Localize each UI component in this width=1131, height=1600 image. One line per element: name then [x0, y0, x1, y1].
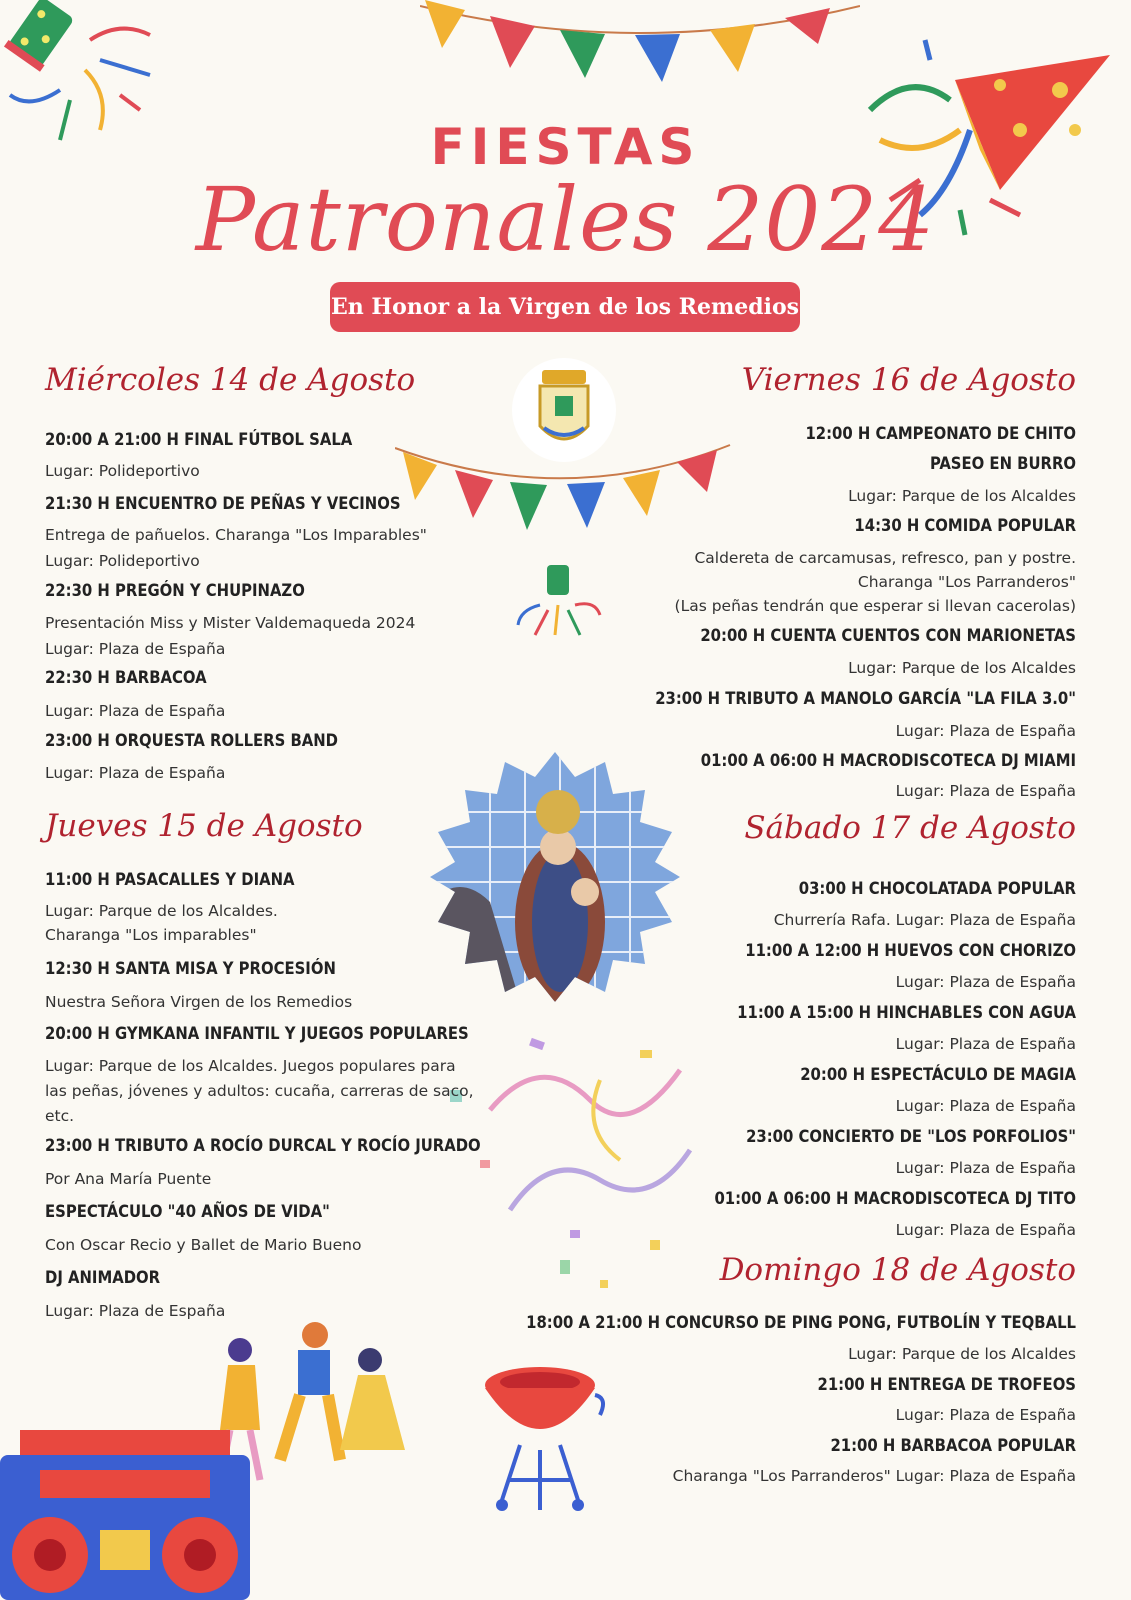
event-title: 01:00 A 06:00 H MACRODISCOTECA DJ MIAMI: [700, 751, 1076, 770]
event-location: Lugar: Parque de los Alcaldes: [848, 1345, 1076, 1363]
day-title-saturday: Sábado 17 de Agosto: [744, 810, 1076, 846]
event-title: 20:00 H GYMKANA INFANTIL Y JUEGOS POPULARES: [45, 1024, 469, 1043]
event-title: 21:30 H ENCUENTRO DE PEÑAS Y VECINOS: [45, 494, 401, 513]
event-title: 20:00 H CUENTA CUENTOS CON MARIONETAS: [700, 626, 1076, 645]
event-detail: las peñas, jóvenes y adultos: cucaña, carreras de saco,: [45, 1082, 474, 1100]
event-title: 21:00 H ENTREGA DE TROFEOS: [817, 1375, 1076, 1394]
event-detail: Con Oscar Recio y Ballet de Mario Bueno: [45, 1236, 362, 1254]
subtitle-badge: En Honor a la Virgen de los Remedios: [330, 282, 800, 332]
event-title: 21:00 H BARBACOA POPULAR: [830, 1436, 1076, 1455]
event-title: 12:30 H SANTA MISA Y PROCESIÓN: [45, 959, 336, 978]
event-location: Lugar: Polideportivo: [45, 462, 200, 480]
header-fiestas: FIESTAS: [430, 118, 701, 176]
event-title: 14:30 H COMIDA POPULAR: [854, 516, 1076, 535]
event-location: Lugar: Plaza de España: [45, 702, 226, 720]
event-detail: Lugar: Parque de los Alcaldes. Juegos populares para: [45, 1057, 456, 1075]
event-detail: Caldereta de carcamusas, refresco, pan y postre.: [694, 549, 1076, 567]
event-detail: etc.: [45, 1107, 75, 1125]
party-popper-icon: [510, 550, 610, 650]
event-title: ESPECTÁCULO "40 AÑOS DE VIDA": [45, 1202, 330, 1221]
event-detail: Entrega de pañuelos. Charanga "Los Imparables": [45, 526, 427, 544]
page-title: Patronales 2024: [195, 168, 936, 271]
boombox-icon: [0, 1430, 260, 1600]
event-detail: Churrería Rafa. Lugar: Plaza de España: [773, 911, 1076, 929]
event-title: 22:30 H PREGÓN Y CHUPINAZO: [45, 581, 305, 600]
event-title: 22:30 H BARBACOA: [45, 668, 207, 687]
event-title: 11:00 H PASACALLES Y DIANA: [45, 870, 295, 889]
event-title: 20:00 A 21:00 H FINAL FÚTBOL SALA: [45, 430, 353, 449]
day-title-thursday: Jueves 15 de Agosto: [45, 808, 363, 844]
event-location: Lugar: Plaza de España: [895, 1406, 1076, 1424]
event-title: 23:00 CONCIERTO DE "LOS PORFOLIOS": [746, 1127, 1076, 1146]
event-title: PASEO EN BURRO: [929, 454, 1076, 473]
event-title: DJ ANIMADOR: [45, 1268, 161, 1287]
event-location: Lugar: Plaza de España: [45, 764, 226, 782]
event-title: 03:00 H CHOCOLATADA POPULAR: [798, 879, 1076, 898]
event-title: 18:00 A 21:00 H CONCURSO DE PING PONG, FUTBOLÍN Y TEQBALL: [526, 1313, 1076, 1332]
event-title: 20:00 H ESPECTÁCULO DE MAGIA: [800, 1065, 1076, 1084]
day-title-sunday: Domingo 18 de Agosto: [719, 1252, 1076, 1288]
confetti-icon: [450, 1030, 710, 1300]
event-detail: Nuestra Señora Virgen de los Remedios: [45, 993, 353, 1011]
event-location: Lugar: Plaza de España: [45, 640, 226, 658]
event-detail: Charanga "Los imparables": [45, 926, 257, 944]
virgin-tile-image: [430, 752, 680, 1002]
event-detail: Charanga "Los Parranderos": [857, 573, 1076, 591]
day-title-friday: Viernes 16 de Agosto: [741, 362, 1076, 398]
event-title: 11:00 A 15:00 H HINCHABLES CON AGUA: [737, 1003, 1076, 1022]
event-location: Lugar: Parque de los Alcaldes.: [45, 902, 278, 920]
event-detail: Por Ana María Puente: [45, 1170, 212, 1188]
event-detail: (Las peñas tendrán que esperar si llevan cacerolas): [674, 597, 1076, 615]
event-location: Lugar: Plaza de España: [45, 1302, 226, 1320]
bunting-icon: [395, 440, 735, 540]
event-title: 12:00 H CAMPEONATO DE CHITO: [805, 424, 1076, 443]
event-location: Lugar: Plaza de España: [895, 722, 1076, 740]
event-location: Lugar: Plaza de España: [895, 973, 1076, 991]
event-detail: Presentación Miss y Mister Valdemaqueda 2024: [45, 614, 416, 632]
event-title: 23:00 H ORQUESTA ROLLERS BAND: [45, 731, 339, 750]
event-title: 23:00 H TRIBUTO A ROCÍO DURCAL Y ROCÍO JURADO: [45, 1136, 481, 1155]
event-title: 23:00 H TRIBUTO A MANOLO GARCÍA "LA FILA 3.0": [655, 689, 1076, 708]
day-title-wednesday: Miércoles 14 de Agosto: [45, 362, 416, 398]
event-title: 11:00 A 12:00 H HUEVOS CON CHORIZO: [745, 941, 1076, 960]
event-location: Lugar: Plaza de España: [895, 1159, 1076, 1177]
bunting-icon: [420, 0, 860, 90]
event-location: Lugar: Plaza de España: [895, 1035, 1076, 1053]
event-location: Lugar: Parque de los Alcaldes: [848, 659, 1076, 677]
event-location: Lugar: Parque de los Alcaldes: [848, 487, 1076, 505]
event-detail: Charanga "Los Parranderos" Lugar: Plaza de España: [672, 1467, 1076, 1485]
event-location: Lugar: Plaza de España: [895, 1097, 1076, 1115]
event-location: Lugar: Plaza de España: [895, 1221, 1076, 1239]
event-title: 01:00 A 06:00 H MACRODISCOTECA DJ TITO: [714, 1189, 1076, 1208]
barbecue-grill-icon: [480, 1360, 610, 1520]
event-location: Lugar: Plaza de España: [895, 782, 1076, 800]
event-location: Lugar: Polideportivo: [45, 552, 200, 570]
